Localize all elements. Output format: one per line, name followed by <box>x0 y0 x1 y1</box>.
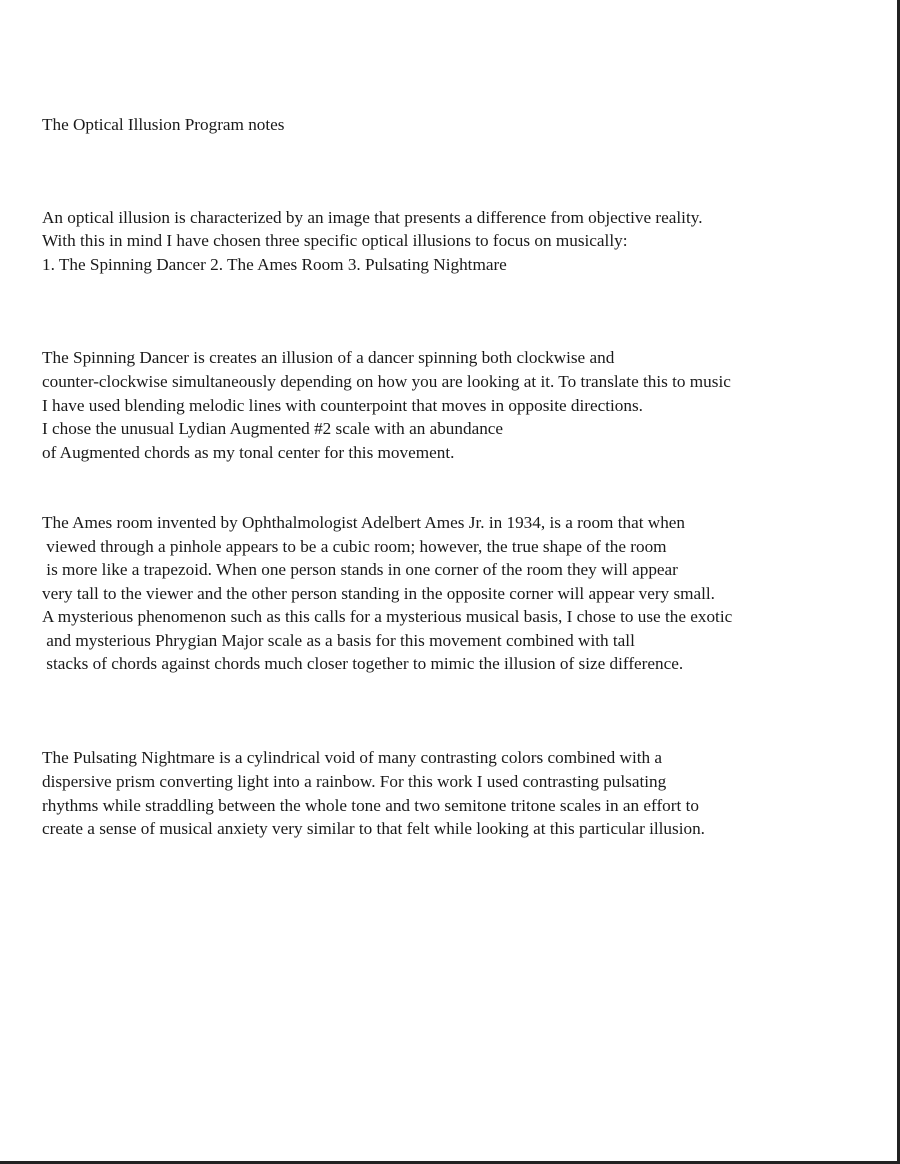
paragraph-line: The Pulsating Nightmare is a cylindrical void of many contrasting colors combined with a <box>42 748 663 767</box>
paragraph-line: With this in mind I have chosen three specific optical illusions to focus on musically: <box>42 231 628 250</box>
paragraph-line: I have used blending melodic lines with counterpoint that moves in opposite directions. <box>42 396 643 415</box>
page-title: The Optical Illusion Program notes <box>42 115 285 134</box>
paragraph-line: A mysterious phenomenon such as this calls for a mysterious musical basis, I chose to use the exotic <box>42 607 733 626</box>
paragraph-line: dispersive prism converting light into a rainbow. For this work I used contrasting pulsating <box>42 772 667 791</box>
paragraph-line: viewed through a pinhole appears to be a cubic room; however, the true shape of the room <box>42 537 667 556</box>
paragraph-line: The Spinning Dancer is creates an illusion of a dancer spinning both clockwise and <box>42 348 615 367</box>
paragraph-line: and mysterious Phrygian Major scale as a basis for this movement combined with tall <box>42 631 635 650</box>
paragraph-line: stacks of chords against chords much closer together to mimic the illusion of size difference. <box>42 654 684 673</box>
paragraph-line: create a sense of musical anxiety very similar to that felt while looking at this particular illusion. <box>42 819 705 838</box>
paragraph-line: very tall to the viewer and the other person standing in the opposite corner will appear very small. <box>42 584 715 603</box>
paragraph-line: An optical illusion is characterized by an image that presents a difference from objective reality. <box>42 208 703 227</box>
paragraph-line: of Augmented chords as my tonal center for this movement. <box>42 443 455 462</box>
paragraph-line: 1. The Spinning Dancer 2. The Ames Room 3. Pulsating Nightmare <box>42 255 507 274</box>
paragraph-line: The Ames room invented by Ophthalmologist Adelbert Ames Jr. in 1934, is a room that when <box>42 513 686 532</box>
paragraph-line: is more like a trapezoid. When one person stands in one corner of the room they will appear <box>42 560 678 579</box>
paragraph-line: I chose the unusual Lydian Augmented #2 scale with an abundance <box>42 419 504 438</box>
paragraph-line: rhythms while straddling between the whole tone and two semitone tritone scales in an effort to <box>42 796 699 815</box>
paragraph-line: counter-clockwise simultaneously depending on how you are looking at it. To translate this to music <box>42 372 731 391</box>
